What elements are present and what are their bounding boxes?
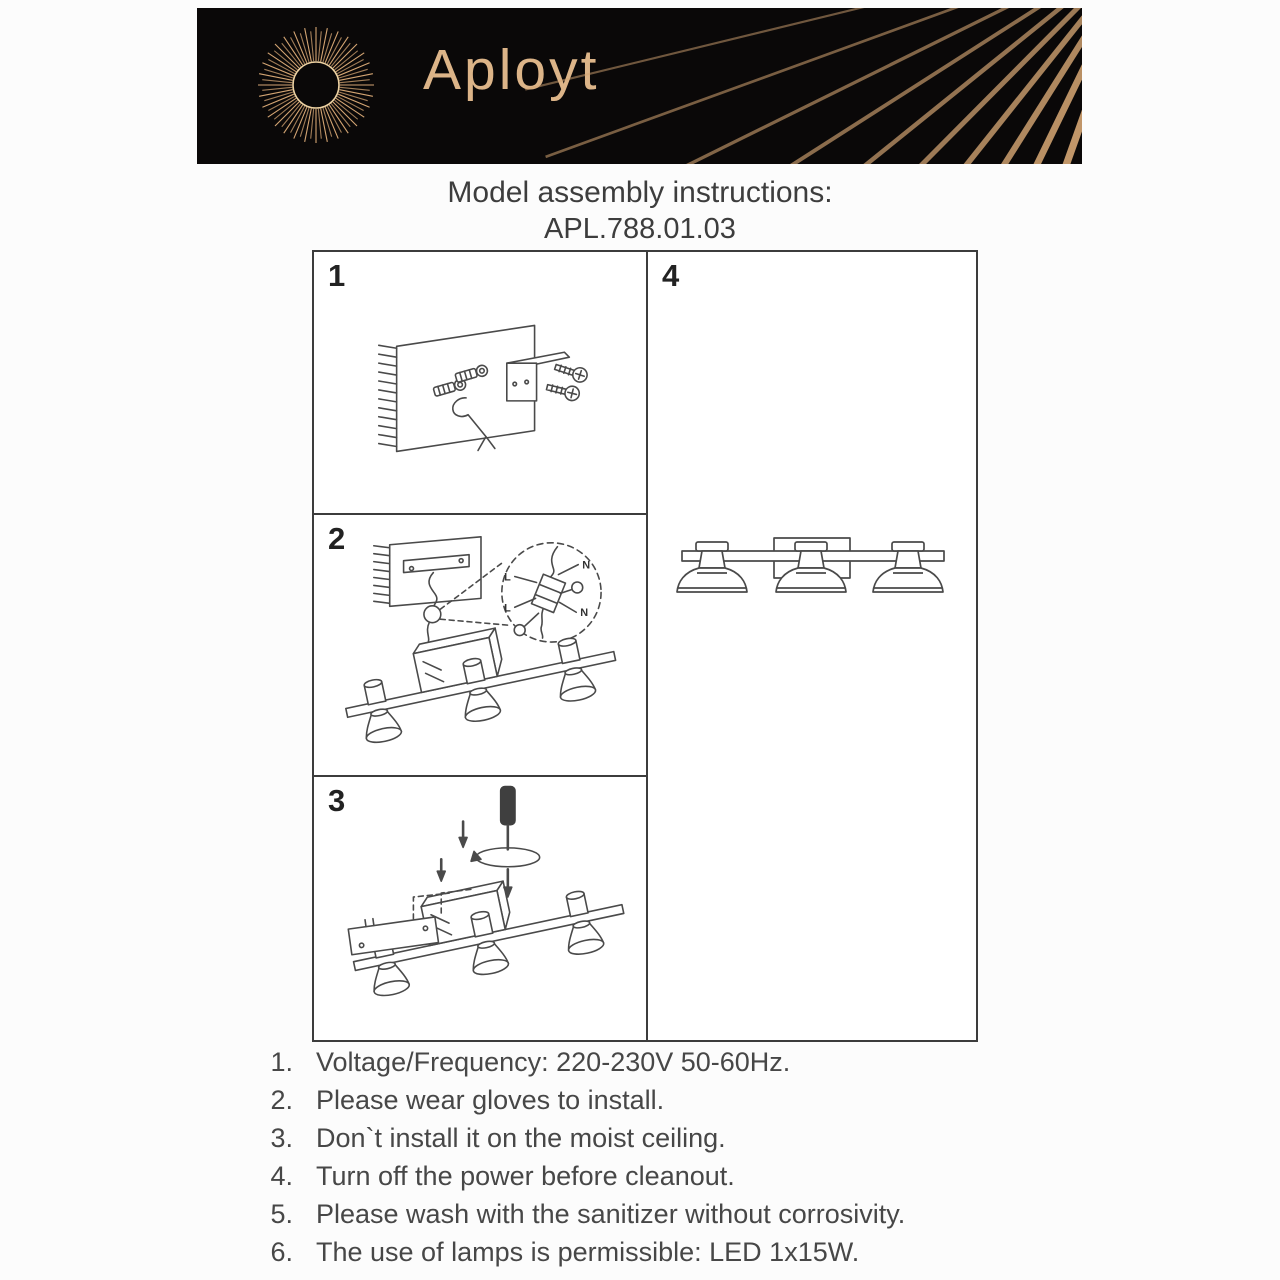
note-number: 4. — [270, 1161, 293, 1191]
panel-1-illustration — [314, 252, 646, 513]
panel-3-illustration — [314, 777, 646, 1040]
panel-4-illustration — [648, 252, 976, 1040]
note-item — [253, 1119, 1053, 1157]
wire-label-l: L — [504, 602, 511, 615]
wire-label-n: N — [582, 559, 591, 572]
note-text: The use of lamps is permissible: LED 1x15W. — [316, 1237, 860, 1267]
note-text: Please wear gloves to install. — [316, 1085, 665, 1115]
title-block — [0, 176, 1280, 246]
note-text: Please wash with the sanitizer without corrosivity. — [316, 1199, 906, 1229]
screws-drawing — [545, 360, 589, 402]
panel-step-1 — [314, 252, 648, 515]
note-item — [253, 1081, 1053, 1119]
notes-list — [253, 1043, 1053, 1271]
finished-fixture-front-view — [677, 538, 944, 592]
arrow-down-icon — [459, 822, 467, 848]
panel-number: 2 — [328, 521, 346, 556]
note-number: 2. — [270, 1085, 293, 1115]
note-number: 5. — [270, 1199, 293, 1229]
panel-number: 1 — [328, 258, 346, 293]
model-code: APL.788.01.03 — [544, 213, 736, 245]
panel-step-4 — [648, 252, 976, 1040]
note-item — [253, 1195, 1053, 1233]
note-number: 6. — [270, 1237, 293, 1267]
screwdriver-icon — [471, 786, 540, 867]
panel-step-2 — [314, 515, 648, 777]
page-title: Model assembly instructions: — [447, 176, 833, 209]
note-number: 1. — [270, 1047, 293, 1077]
panel-step-3 — [314, 777, 648, 1040]
lamp-head — [677, 542, 747, 592]
note-text: Voltage/Frequency: 220-230V 50-60Hz. — [316, 1047, 791, 1077]
brand-name: Aployt — [423, 38, 600, 102]
note-item — [253, 1157, 1053, 1195]
note-text: Don`t install it on the moist ceiling. — [316, 1123, 726, 1153]
decorative-rays — [197, 8, 1082, 164]
panel-number: 4 — [662, 258, 680, 293]
lamp-head — [873, 542, 943, 592]
wiring-callout-drawing — [502, 543, 601, 642]
note-item — [253, 1233, 1053, 1271]
wire-label-l: L — [504, 571, 511, 584]
panel-2-illustration — [314, 515, 646, 775]
ceiling-panel-drawing — [374, 537, 481, 606]
wire-label-n: N — [580, 607, 589, 620]
note-text: Turn off the power before cleanout. — [316, 1161, 735, 1191]
note-item — [253, 1043, 1053, 1081]
note-number: 3. — [270, 1123, 293, 1153]
panel-number: 3 — [328, 783, 346, 818]
brand-banner — [197, 8, 1082, 164]
arrow-down-icon — [437, 859, 445, 881]
instruction-grid — [312, 250, 978, 1042]
